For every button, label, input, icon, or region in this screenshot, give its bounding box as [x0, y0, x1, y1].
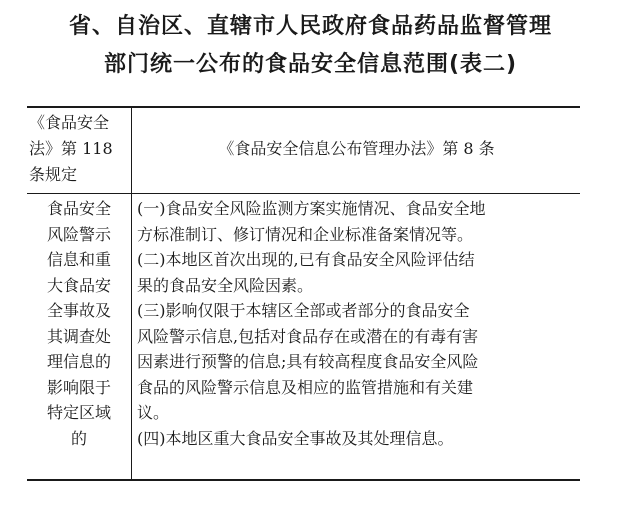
info-scope-table	[27, 106, 580, 481]
body-left-line: 理信息的	[46, 352, 111, 371]
header-cell-law-article	[29, 110, 129, 188]
body-left-line: 其调查处	[46, 326, 111, 346]
body-left-line: 全事故及	[46, 301, 111, 320]
header-left-line: 《食品安全	[29, 113, 110, 132]
header-row-divider	[27, 193, 580, 194]
body-right-line: 果的食品安全风险因素。	[137, 275, 314, 295]
page-title-line-2: 部门统一公布的食品安全信息范围(表二)	[103, 52, 518, 77]
body-right-line: 方标准制订、修订情况和企业标准备案情况等。	[137, 224, 474, 244]
body-cell-law-scope	[27, 196, 131, 451]
body-left-line: 风险警示	[46, 224, 111, 244]
body-left-line: 特定区域	[46, 403, 111, 422]
body-right-line: 因素进行预警的信息;具有较高程度食品安全风险	[137, 352, 479, 371]
body-right-line: (三)影响仅限于本辖区全部或者部分的食品安全	[137, 301, 470, 320]
header-left-line: 条规定	[29, 165, 78, 184]
body-right-line: (四)本地区重大食品安全事故及其处理信息。	[137, 428, 454, 448]
body-right-line: 议。	[137, 403, 170, 422]
body-right-line: (二)本地区首次出现的,已有食品安全风险评估结	[137, 250, 475, 269]
header-left-line: 法》第 118	[29, 139, 113, 158]
header-cell-measures-article: 《食品安全信息公布管理办法》第 8 条	[218, 139, 495, 158]
body-left-line: 大食品安	[46, 275, 111, 295]
body-left-line: 的	[70, 428, 87, 448]
body-left-line: 食品安全	[46, 199, 111, 218]
page-title-line-1: 省、自治区、直辖市人民政府食品药品监督管理	[68, 14, 552, 39]
body-left-line: 影响限于	[46, 377, 111, 397]
body-cell-measures-scope	[137, 196, 576, 451]
body-left-line: 信息和重	[46, 250, 111, 269]
body-right-line: 食品的风险警示信息及相应的监管措施和有关建	[137, 377, 474, 397]
body-right-line: (一)食品安全风险监测方案实施情况、食品安全地	[137, 199, 486, 218]
body-right-line: 风险警示信息,包括对食品存在或潜在的有毒有害	[137, 326, 479, 346]
column-divider	[131, 108, 132, 479]
